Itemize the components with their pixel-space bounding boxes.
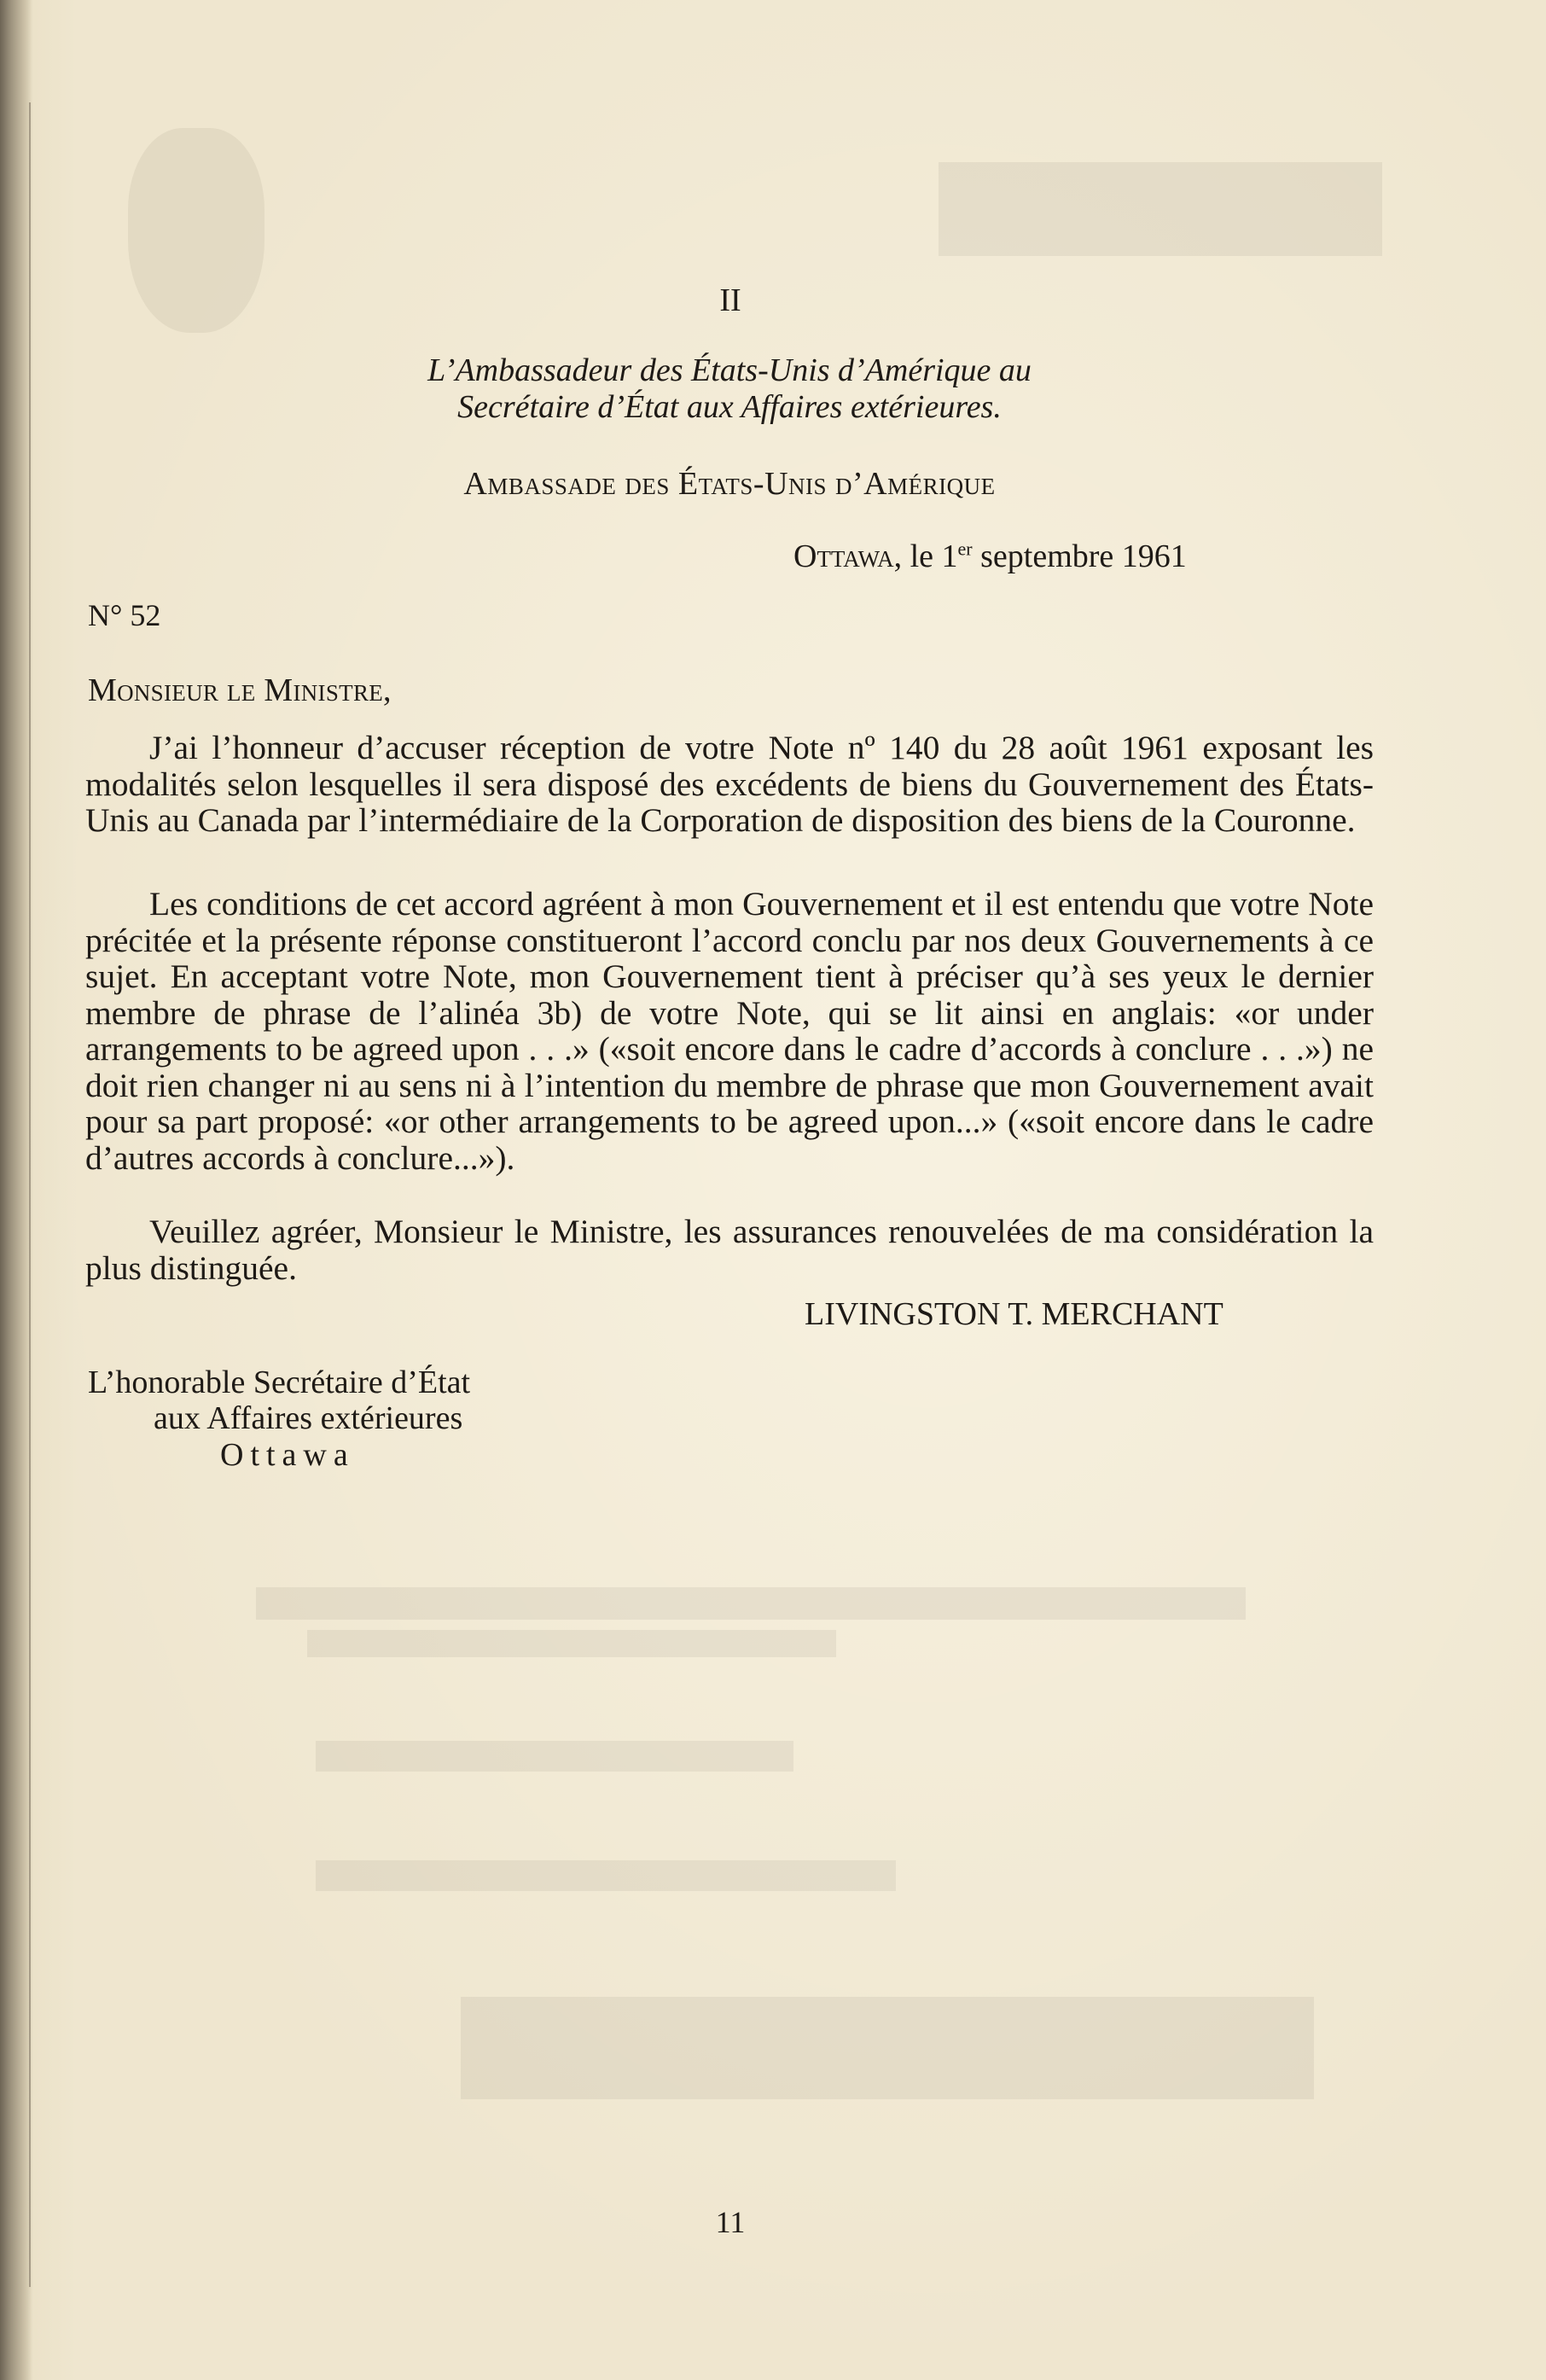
date-rest: septembre 1961 [972, 538, 1187, 574]
salutation: Monsieur le Ministre, [88, 672, 392, 708]
show-through-crest [128, 128, 264, 333]
paragraph-3: Veuillez agréer, Monsieur le Ministre, les assurances renouvelées de ma considération la plus distinguée. [85, 1213, 1374, 1287]
page-number: 11 [715, 2205, 746, 2239]
show-through-block [307, 1630, 836, 1657]
paragraph-1: J’ai l’honneur d’accuser réception de votre Note nº 140 du 28 août 1961 exposant les modalités selon lesquelles il sera disposé des excédents de biens du Gouvernement des États-Unis au Canada par l’intermédiaire de la Corporation de disposition des biens de la Couronne. [85, 729, 1374, 839]
show-through-block [939, 162, 1382, 256]
paragraph-2: Les conditions de cet accord agréent à mon Gouvernement et il est entendu que votre Note précitée et la présente réponse constitueront l’accord conclu par nos deux Gouvernements à ce sujet. En acceptant votre Note, mon Gouvernement tient à préciser qu’à ses yeux le dernier membre de phrase de l’alinéa 3b) de votre Note, qui se lit ainsi en anglais: «or under arrangements to be agreed upon . . .» («soit encore dans le cadre d’accords à conclure . . .») ne doit rien changer ni au sens ni à l’intention du membre de phrase que mon Gouvernement avait pour sa part proposé: «or other arrangements to be agreed upon...» («soit encore dans le cadre d’autres accords à conclure...»). [85, 885, 1374, 1177]
place-and-date [793, 538, 1187, 575]
addressing-line-1: L’Ambassadeur des États-Unis d’Amérique au [427, 352, 1032, 388]
addressing-line-2: Secrétaire d’État aux Affaires extérieures. [457, 389, 1002, 425]
date-prefix: , le 1 [893, 538, 958, 574]
recipient-line-2: aux Affaires extérieures [154, 1400, 463, 1436]
recipient-line-3: Ottawa [220, 1437, 355, 1473]
page-binding-edge [0, 0, 32, 2380]
date-superscript: er [957, 538, 973, 560]
embassy-heading: Ambassade des États-Unis d’Amérique [463, 466, 996, 502]
show-through-block [461, 1997, 1314, 2099]
show-through-block [256, 1587, 1246, 1620]
recipient-line-1: L’honorable Secrétaire d’État [88, 1365, 471, 1400]
place-city: Ottawa [793, 538, 894, 574]
show-through-block [316, 1860, 896, 1891]
binding-shadow-line [29, 102, 31, 2287]
signature: LIVINGSTON T. MERCHANT [805, 1296, 1223, 1332]
show-through-block [316, 1741, 793, 1772]
section-numeral: II [719, 282, 741, 318]
reference-number: N° 52 [88, 598, 161, 632]
